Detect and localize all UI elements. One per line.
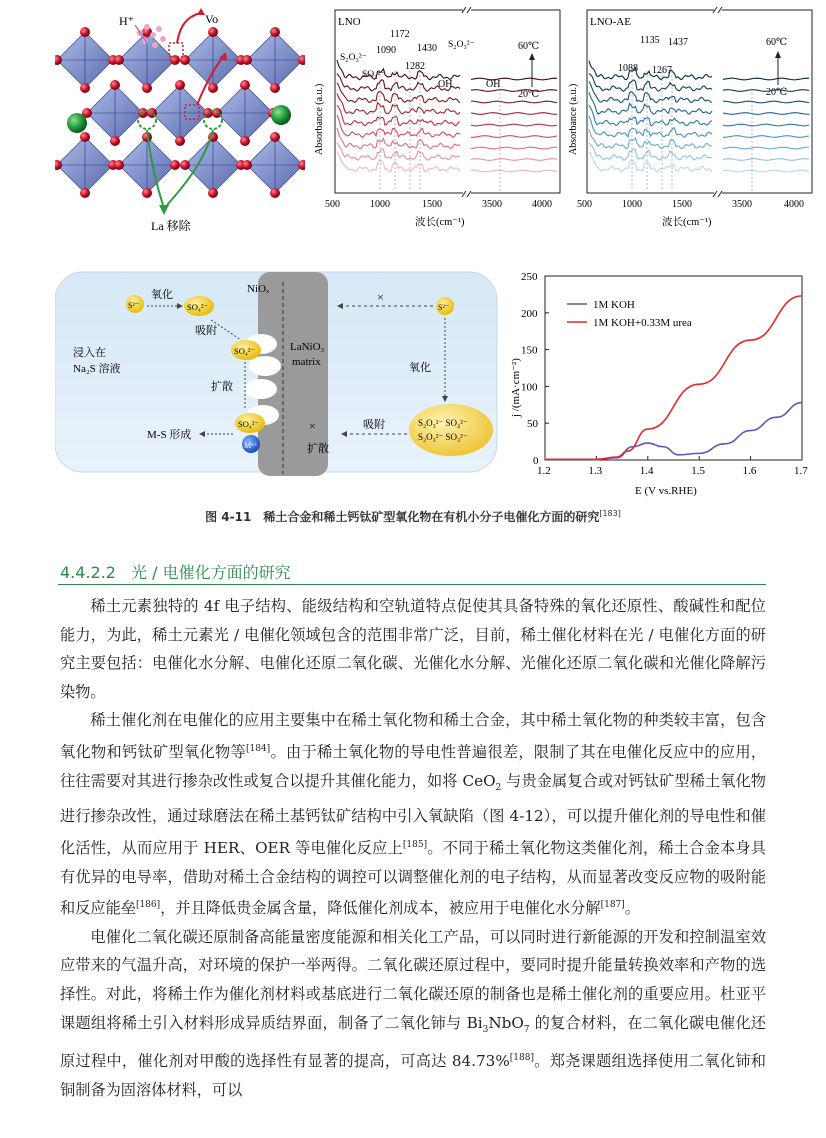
matrix-label-1: LaNiO₃: [290, 341, 325, 353]
product-cloud: [409, 404, 493, 456]
la-atom-right: [271, 105, 291, 125]
ftir-lno-peak-1172: 1172: [390, 29, 410, 40]
ftir-lnoae-xtick-500: 500: [577, 199, 592, 210]
ftir-trace-right: [723, 136, 809, 138]
paragraph-1: [60, 592, 766, 706]
ftir-lnoae-panel-label: LNO-AE: [590, 16, 631, 28]
ftir-trace-left: [589, 116, 712, 137]
oxygen-atom: [110, 136, 120, 146]
citation-ref: [186]: [135, 900, 161, 911]
section-number: 4.4.2.2: [60, 563, 116, 582]
lsv-ytick-label: 50: [527, 418, 538, 431]
matrix-label-2: matrix: [292, 356, 321, 368]
vo-arrow: [177, 13, 200, 43]
metal-ion-label: Mⁿ⁺: [244, 441, 258, 450]
ftir-lno-peak-1282: 1282: [405, 61, 425, 72]
section-rule: [58, 584, 766, 585]
ftir-lnoae-xlabel: 波长(cm⁻¹): [662, 217, 712, 228]
ftir-trace-right: [723, 124, 809, 126]
text-run: 。郑尧课题组选择使用二氧化铈和铜制备为固溶体材料，可以: [60, 1052, 766, 1099]
oxidize-label-left: 氧化: [151, 289, 173, 301]
lsv-series-line-1: [545, 403, 802, 460]
citation-ref: [184]: [245, 743, 271, 754]
oxygen-atom: [242, 160, 252, 170]
ftir-trace-right: [723, 113, 809, 115]
ftir-lnoae-xtick-1000: 1000: [622, 199, 642, 210]
la-atom-left: [67, 113, 87, 133]
oxygen-atom: [110, 80, 120, 90]
diffuse-label-right: 扩散: [307, 443, 329, 455]
text-run: 电催化二氧化碳还原制备高能量密度能源和相关化工产品，可以同时进行新能源的开发和控制温室效应带来的气温升高，对环境的保护一举两得。二氧化碳还原过程中，要同时提升能量转换效率和产物的选择性。对此，将稀土作为催化剂材料或基底进行二氧化碳还原的制备也是稀土催化剂的重要应用。杜亚平课题组将稀土引入材料形成异质结界面，制备了二氧化铈与 Bi: [60, 927, 766, 1032]
oxygen-atom: [208, 27, 218, 37]
oxygen-atom: [114, 160, 124, 170]
oxygen-atom: [80, 188, 90, 198]
figure-caption-text: 图 4-11 稀土合金和稀土钙钛矿型氧化物在有机小分子电催化方面的研究: [205, 510, 600, 524]
subscript: 2: [495, 782, 502, 793]
oxygen-atom: [208, 83, 218, 93]
text-run: 的复合材料，在二氧化碳电催化还原过程中，催化剂对甲酸的选择性有显著的提高，可高达 84.73%: [60, 1013, 766, 1071]
ftir-lnoae-xtick-4000: 4000: [784, 199, 804, 210]
ftir-trace-right: [471, 101, 557, 103]
oxygen-atom: [242, 55, 252, 65]
oxygen-atom: [80, 132, 90, 142]
ftir-trace-right: [471, 170, 557, 172]
ftir-trace-right: [471, 113, 557, 115]
text-run: NbO: [488, 1013, 524, 1032]
ftir-lnoae-peak-1437: 1437: [668, 37, 688, 48]
oxygen-atom: [270, 27, 280, 37]
ms-form-label: M-S 形成: [147, 429, 192, 441]
ftir-trace-right: [723, 78, 809, 80]
ftir-lnoae-temp-low: 20℃: [766, 87, 788, 98]
text-run: 。由于稀土氧化物的导电性普遍很差，限制了其在电催化反应中的应用，往往需要对其进行掺杂改性或复合以提升其催化能力，如将 CeO: [60, 743, 767, 790]
lsv-xtick-label: 1.2: [537, 465, 551, 477]
adsorb-label-right: 吸附: [363, 419, 385, 431]
pore-2: [249, 356, 281, 376]
text-run: 稀土催化剂在电催化的应用主要集中在稀土氧化物和稀土合金，其中稀土氧化物的种类较丰富，包含氧化物和钙钛矿型氧化物等: [60, 711, 766, 762]
section-heading: [60, 560, 291, 583]
ftir-lnoae-xtick-1500: 1500: [672, 199, 692, 210]
so4-ion-3-label: SO₄²⁻: [238, 419, 259, 429]
oxygen-atom: [208, 188, 218, 198]
ftir-trace-right: [471, 147, 557, 149]
body-text: [60, 592, 766, 1104]
lsv-xtick-label: 1.3: [588, 465, 603, 477]
hplus-label: H⁺: [119, 14, 134, 28]
la-removal-arrow-head: [159, 205, 169, 215]
oxygen-atom: [270, 188, 280, 198]
pore-3: [245, 379, 277, 399]
ftir-lnoae-peak-1267: 1267: [652, 65, 672, 76]
oxygen-atom: [80, 27, 90, 37]
ftir-trace-right: [723, 147, 809, 149]
text-run: 。不同于稀土氧化物这类催化剂，稀土合金本身具有优异的电导率，借助对稀土合金结构的调控可以调整催化剂的电子结构，从而显著改变反应物的吸附能和反应能垒: [60, 838, 766, 918]
ftir-lno-chart: [310, 5, 565, 237]
ftir-trace-left: [589, 82, 712, 103]
ftir-lno-xtick-1500: 1500: [422, 199, 442, 210]
oxygen-atom: [175, 80, 185, 90]
lsv-legend: [567, 299, 692, 329]
citation-ref: [187]: [600, 900, 625, 911]
oxygen-vacancy-1: [169, 43, 183, 57]
vo-arrow-head: [197, 8, 205, 15]
text-run: 。: [624, 899, 640, 918]
so4-ion-1-label: SO₄²⁻: [187, 302, 208, 312]
lsv-xtick-label: 1.6: [742, 465, 757, 477]
lsv-ytick-label: 150: [521, 344, 538, 357]
paragraph-2: [60, 706, 766, 922]
s2-ion-right-label: S²⁻: [438, 303, 450, 312]
ftir-lno-xtick-500: 500: [325, 199, 340, 210]
ftir-trace-right: [471, 90, 557, 92]
text-run: 与贵金属复合或对钙钛矿型稀土氧化物进行掺杂改性，通过球磨法在稀土基钙钛矿结构中引入氧缺陷（图 4-12），可以提升催化剂的导电性和催化活性，从而应用于 HER、OER 等电催化反应上: [60, 771, 766, 857]
ftir-lnoae-peak-1088: 1088: [618, 63, 638, 74]
mechanism-schematic: [55, 268, 503, 478]
ftir-lno-peak-oh-2: OH: [486, 79, 501, 90]
lsv-ytick-label: 200: [521, 307, 538, 320]
ftir-lnoae-ylabel: Absorbance (a.u.): [568, 83, 579, 155]
oxygen-atom: [175, 136, 185, 146]
citation-ref: [185]: [402, 839, 428, 850]
ftir-lnoae-chart: [562, 5, 817, 237]
ftir-lno-axis-break: [462, 5, 471, 199]
oxidize-label-right: 氧化: [409, 362, 431, 374]
lsv-xtick-label: 1.7: [794, 465, 808, 477]
product-cloud-line-2: S₂O₃²⁻ SO₃²⁻: [418, 432, 468, 442]
oxygen-atom: [80, 83, 90, 93]
lsv-ytick-label: 0: [533, 455, 539, 467]
lsv-xtick-label: 1.4: [639, 465, 654, 477]
ftir-lno-panel-label: LNO: [338, 16, 361, 28]
ftir-trace-right: [723, 101, 809, 103]
ftir-trace-left: [337, 93, 460, 114]
ftir-trace-left: [589, 61, 712, 80]
octahedra-lattice: [55, 27, 305, 198]
oxygen-atom: [170, 160, 180, 170]
ftir-lno-peak-1090: 1090: [376, 45, 396, 56]
ftir-trace-right: [723, 159, 809, 161]
s2-ion-left-label: S²⁻: [128, 301, 140, 310]
subscript: 3: [482, 1024, 489, 1035]
cross-top: ×: [377, 290, 384, 304]
crystal-structure-diagram: [55, 5, 305, 235]
lsv-legend-koh: 1M KOH: [593, 299, 635, 311]
ftir-lno-xtick-4000: 4000: [532, 199, 552, 210]
so4-ion-2-label: SO₄²⁻: [234, 346, 255, 356]
ftir-trace-right: [471, 159, 557, 161]
lsv-xtick-label: 1.5: [691, 465, 705, 477]
citation-ref: [188]: [509, 1053, 534, 1064]
oxygen-atom: [142, 188, 152, 198]
lsv-ylabel: j /(mA·cm⁻²): [510, 358, 522, 417]
lsv-chart: [505, 262, 820, 500]
lsv-ytick-label: 100: [521, 381, 538, 394]
text-run: ，并且降低贵金属含量，降低催化剂成本，被应用于电催化水分解: [160, 899, 601, 918]
ftir-lno-xtick-3500: 3500: [482, 199, 502, 210]
na2s-label: Na₂S 溶液: [73, 363, 121, 375]
ftir-trace-right: [471, 124, 557, 126]
la-removal-label: La 移除: [151, 219, 191, 233]
oxygen-atom: [142, 83, 152, 93]
ftir-trace-left: [337, 115, 460, 137]
oxygen-atom: [240, 136, 250, 146]
text-run: 稀土元素独特的 4f 电子结构、能级结构和空轨道特点促使其具备特殊的氧化还原性、酸碱性和配位能力，为此，稀土元素光 / 电催化领域包含的范围非常广泛，目前，稀土催化材料在光 / 电催化方面的研究主要包括：电催化水分解、电催化还原二氧化碳、光催化水分解、光催化还原二氧化碳和光催化降解污染物。: [60, 597, 766, 701]
oxygen-atom: [270, 132, 280, 142]
lsv-xlabel: E (V vs.RHE): [635, 485, 697, 497]
oxygen-atom: [180, 160, 190, 170]
ftir-lnoae-peak-1135: 1135: [640, 35, 660, 46]
product-cloud-line-1: S₂O₃²⁻ SO₄²⁻: [418, 418, 468, 428]
ftir-lno-peak-s2o3-b: S₂O₃²⁻: [448, 40, 475, 50]
ftir-trace-left: [337, 128, 460, 149]
ftir-lnoae-temp-high: 60℃: [766, 37, 788, 48]
figure-caption-ref: [183]: [599, 509, 621, 518]
ftir-lno-temp-high: 60℃: [518, 41, 540, 52]
ftir-lno-peak-s2o3-a: S₂O₃²⁻: [340, 53, 367, 63]
soak-label: 浸入在: [73, 347, 106, 359]
oxygen-atom: [114, 55, 124, 65]
adsorb-label-left: 吸附: [195, 325, 217, 337]
figure-caption: [0, 508, 826, 525]
ftir-lno-peak-1430: 1430: [417, 43, 437, 54]
ftir-trace-right: [471, 78, 557, 80]
section-title: 光 / 电催化方面的研究: [131, 563, 291, 582]
ftir-lno-ylabel: Absorbance (a.u.): [314, 83, 325, 155]
ftir-lno-xtick-1000: 1000: [370, 199, 390, 210]
ftir-lno-temp-arrow-head: [529, 53, 535, 60]
oxygen-atom: [240, 80, 250, 90]
ftir-trace-right: [471, 136, 557, 138]
subscript: 7: [523, 1024, 530, 1035]
ftir-lnoae-axis-break: [713, 5, 722, 199]
diffuse-label-left: 扩散: [211, 381, 233, 393]
ftir-lnoae-xtick-3500: 3500: [732, 199, 752, 210]
ftir-trace-left: [589, 105, 712, 126]
ftir-lno-peak-so3: SO₃²⁻: [362, 70, 386, 80]
ftir-lno-xlabel: 波长(cm⁻¹): [415, 217, 465, 228]
lsv-legend-urea: 1M KOH+0.33M urea: [593, 317, 692, 329]
vo-label: Vo: [205, 12, 219, 26]
ftir-lnoae-temp-arrow-head: [775, 51, 781, 58]
oxygen-atom: [270, 83, 280, 93]
ftir-lno-peak-oh-1: OH: [438, 79, 453, 90]
ftir-trace-right: [723, 170, 809, 172]
ftir-trace-left: [589, 92, 712, 114]
niox-label: NiOₓ: [247, 283, 270, 295]
ftir-lno-temp-low: 20℃: [518, 89, 540, 100]
paragraph-3: [60, 923, 766, 1105]
lsv-ytick-label: 250: [521, 271, 538, 283]
ftir-lnoae-spectra: [589, 61, 809, 191]
cross-bottom: ×: [309, 419, 316, 433]
